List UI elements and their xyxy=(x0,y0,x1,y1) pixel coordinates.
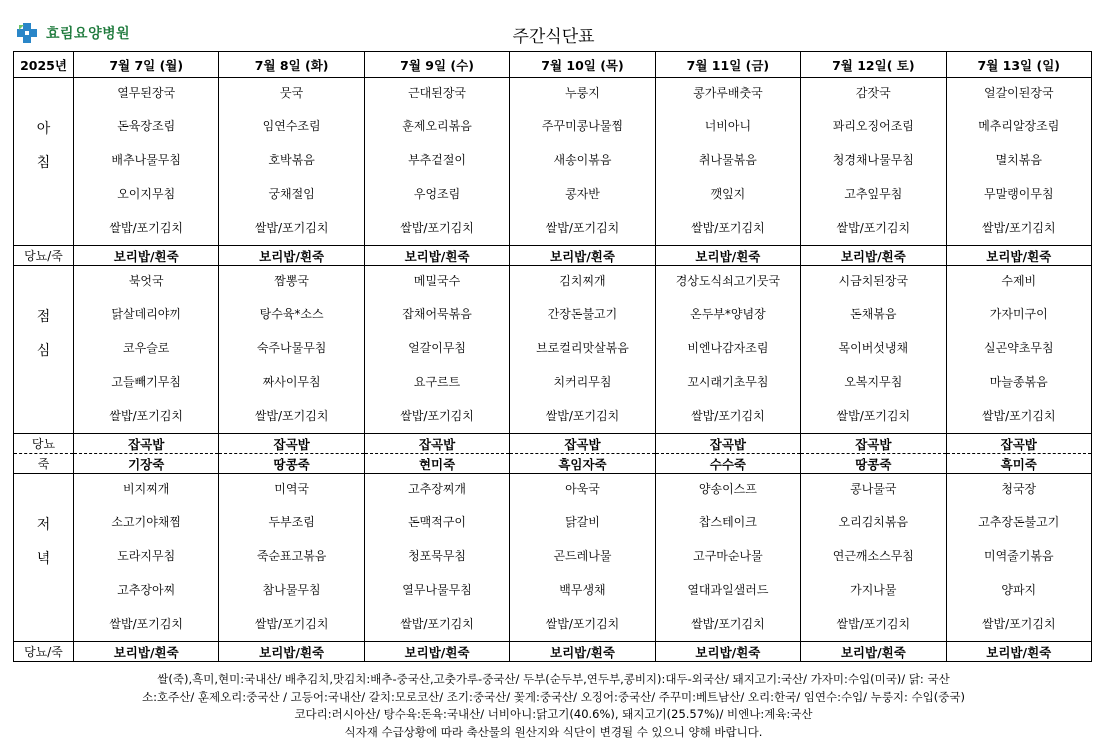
dinner-day-cell xyxy=(364,474,509,642)
menu-item: 실곤약초무침 xyxy=(983,341,1054,355)
menu-item: 돈육장조림 xyxy=(117,119,176,133)
menu-item: 무말랭이무침 xyxy=(983,187,1054,201)
origin-notice xyxy=(0,671,1107,741)
lunch-day-cell xyxy=(801,266,946,434)
lunch-porridge-cell: 땅콩죽 xyxy=(801,454,946,474)
menu-item: 찹스테이크 xyxy=(698,515,757,529)
menu-item: 쌀밥/포기김치 xyxy=(981,221,1056,235)
menu-item: 오이지무침 xyxy=(117,187,176,201)
menu-item: 근대된장국 xyxy=(408,86,467,100)
menu-item: 메추리알장조림 xyxy=(978,119,1060,133)
lunch-diabetes-row xyxy=(14,434,1092,454)
lunch-diabetes-cell: 잡곡밥 xyxy=(364,434,509,454)
menu-item: 돈맥적구이 xyxy=(408,515,467,529)
menu-item: 도라지무침 xyxy=(117,549,176,563)
lunch-porridge-row xyxy=(14,454,1092,474)
menu-item: 호박볶음 xyxy=(268,153,315,167)
menu-item: 콩자반 xyxy=(565,187,600,201)
breakfast-day-cell xyxy=(655,78,800,246)
menu-item: 쌀밥/포기김치 xyxy=(400,409,474,423)
menu-item: 고추장돈불고기 xyxy=(978,515,1060,529)
lunch-day-cell xyxy=(655,266,800,434)
dinner-special-cell: 보리밥/흰죽 xyxy=(655,642,800,662)
breakfast-special-cell: 보리밥/흰죽 xyxy=(364,246,509,266)
menu-item: 청포묵무침 xyxy=(408,549,467,563)
menu-item: 멸치볶음 xyxy=(995,153,1042,167)
day-header: 7월 13일 (일) xyxy=(946,52,1091,78)
dinner-special-cell: 보리밥/흰죽 xyxy=(946,642,1091,662)
menu-item: 경상도식쇠고기뭇국 xyxy=(675,274,781,288)
day-header: 7월 12일( 토) xyxy=(801,52,946,78)
menu-item: 죽순표고볶음 xyxy=(256,549,327,563)
menu-item: 쌀밥/포기김치 xyxy=(400,221,474,235)
day-header: 7월 7일 (월) xyxy=(74,52,219,78)
menu-item: 열무된장국 xyxy=(117,86,176,100)
menu-item: 청경채나물무침 xyxy=(832,153,914,167)
breakfast-day-cell xyxy=(74,78,219,246)
menu-item: 콩가루배춧국 xyxy=(693,86,763,100)
page-title: 주간식단표 xyxy=(512,27,595,47)
menu-item: 콩나물국 xyxy=(850,482,897,496)
lunch-porridge-cell: 땅콩죽 xyxy=(219,454,364,474)
dinner-special-cell: 보리밥/흰죽 xyxy=(801,642,946,662)
lunch-diabetes-cell: 잡곡밥 xyxy=(655,434,800,454)
dinner-special-cell: 보리밥/흰죽 xyxy=(219,642,364,662)
dinner-special-label: 당뇨/죽 xyxy=(14,642,74,662)
menu-item: 짜사이무침 xyxy=(262,375,321,389)
header-row xyxy=(14,52,1092,78)
dinner-day-cell xyxy=(219,474,364,642)
menu-item: 비지찌개 xyxy=(123,482,170,496)
lunch-row xyxy=(14,266,1092,434)
menu-item: 양파지 xyxy=(1001,583,1037,597)
dinner-day-cell xyxy=(74,474,219,642)
menu-item: 뭇국 xyxy=(280,86,304,100)
menu-item: 닭갈비 xyxy=(565,515,600,529)
menu-item: 목이버섯냉채 xyxy=(838,341,909,355)
lunch-label-char: 심 xyxy=(36,343,51,359)
menu-item: 배추나물무침 xyxy=(111,153,181,167)
menu-item: 가자미구이 xyxy=(989,307,1048,321)
menu-item: 우엉조림 xyxy=(413,187,461,201)
menu-item: 청국장 xyxy=(1001,482,1037,496)
dinner-special-cell: 보리밥/흰죽 xyxy=(74,642,219,662)
breakfast-day-cell xyxy=(364,78,509,246)
lunch-diabetes-cell: 잡곡밥 xyxy=(946,434,1091,454)
menu-item: 쌀밥/포기김치 xyxy=(109,409,184,423)
menu-item: 열대과일샐러드 xyxy=(687,583,769,597)
day-header: 7월 8일 (화) xyxy=(219,52,364,78)
lunch-porridge-cell: 흑임자죽 xyxy=(510,454,655,474)
menu-item: 쌀밥/포기김치 xyxy=(691,221,765,235)
breakfast-special-cell: 보리밥/흰죽 xyxy=(74,246,219,266)
menu-item: 쌀밥/포기김치 xyxy=(109,221,184,235)
menu-item: 부추겉절이 xyxy=(408,153,467,167)
dinner-label-char: 녁 xyxy=(36,551,51,567)
lunch-day-cell xyxy=(74,266,219,434)
menu-item: 고들빼기무침 xyxy=(111,375,181,389)
breakfast-day-cell xyxy=(219,78,364,246)
dinner-special-row xyxy=(14,642,1092,662)
menu-item: 돈채볶음 xyxy=(850,307,897,321)
breakfast-special-cell: 보리밥/흰죽 xyxy=(510,246,655,266)
lunch-day-cell xyxy=(946,266,1091,434)
menu-item: 꽈리오징어조림 xyxy=(832,119,914,133)
menu-item: 간장돈불고기 xyxy=(547,307,618,321)
menu-item: 임연수조림 xyxy=(262,119,321,133)
breakfast-label-char: 아 xyxy=(36,121,51,137)
menu-item: 쌀밥/포기김치 xyxy=(109,617,184,631)
menu-item: 짬뽕국 xyxy=(274,274,310,288)
menu-item: 감잣국 xyxy=(855,86,891,100)
menu-item: 쌀밥/포기김치 xyxy=(836,617,911,631)
menu-item: 깻잎지 xyxy=(710,187,746,201)
dinner-special-cell: 보리밥/흰죽 xyxy=(364,642,509,662)
menu-item: 주꾸미콩나물찜 xyxy=(541,119,624,133)
menu-item: 가지나물 xyxy=(850,583,897,597)
menu-item: 비엔나감자조림 xyxy=(687,341,769,355)
menu-item: 요구르트 xyxy=(413,375,461,389)
dinner-day-cell xyxy=(655,474,800,642)
menu-item: 쌀밥/포기김치 xyxy=(400,617,474,631)
dinner-day-cell xyxy=(946,474,1091,642)
menu-item: 고추잎무침 xyxy=(844,187,903,201)
origin-line-3: 코다리:러시아산/ 탕수육:돈육:국내산/ 너비아니:닭고기(40.6%), 돼지고기(25.57%)/ 비엔나:계육:국산 xyxy=(294,707,813,721)
menu-item: 백무생채 xyxy=(559,583,606,597)
change-notice: 식자재 수급상황에 따라 축산물의 원산지와 식단이 변경될 수 있으니 양해 바랍니다. xyxy=(344,724,763,739)
menu-item: 참나물무침 xyxy=(262,583,321,597)
lunch-porridge-cell: 흑미죽 xyxy=(946,454,1091,474)
menu-item: 쌀밥/포기김치 xyxy=(981,617,1056,631)
day-header: 7월 9일 (수) xyxy=(364,52,509,78)
lunch-day-cell xyxy=(219,266,364,434)
menu-item: 쌀밥/포기김치 xyxy=(254,617,329,631)
lunch-porridge-cell: 기장죽 xyxy=(74,454,219,474)
menu-item: 얼갈이무침 xyxy=(408,341,467,355)
lunch-diabetes-cell: 잡곡밥 xyxy=(510,434,655,454)
menu-item: 두부조림 xyxy=(268,515,315,529)
menu-item: 오리김치볶음 xyxy=(838,515,909,529)
menu-item: 소고기야채찜 xyxy=(111,515,181,529)
menu-item: 너비아니 xyxy=(704,119,752,133)
menu-item: 쌀밥/포기김치 xyxy=(254,409,329,423)
menu-item: 쌀밥/포기김치 xyxy=(836,221,911,235)
menu-item: 마늘종볶음 xyxy=(989,375,1048,389)
day-header: 7월 10일 (목) xyxy=(510,52,655,78)
menu-item: 궁채절임 xyxy=(268,187,315,201)
menu-item: 쌀밥/포기김치 xyxy=(981,409,1056,423)
menu-item: 꼬시래기초무침 xyxy=(687,375,769,389)
menu-item: 쌀밥/포기김치 xyxy=(254,221,329,235)
menu-item: 새송이볶음 xyxy=(553,153,612,167)
menu-item: 시금치된장국 xyxy=(838,274,909,288)
menu-item: 얼갈이된장국 xyxy=(983,86,1054,100)
lunch-day-cell xyxy=(364,266,509,434)
menu-item: 쌀밥/포기김치 xyxy=(545,221,620,235)
breakfast-day-cell xyxy=(946,78,1091,246)
menu-item: 잡채어묵볶음 xyxy=(402,307,472,321)
menu-item: 메밀국수 xyxy=(413,274,461,288)
breakfast-special-row xyxy=(14,246,1092,266)
menu-item: 쌀밥/포기김치 xyxy=(691,409,765,423)
menu-item: 오복지무침 xyxy=(844,375,903,389)
menu-item: 고추장찌개 xyxy=(408,482,467,496)
weekly-menu-table xyxy=(13,51,1092,662)
lunch-porridge-label: 죽 xyxy=(14,454,74,474)
menu-item: 열무나물무침 xyxy=(402,583,472,597)
breakfast-row xyxy=(14,78,1092,246)
breakfast-label-char: 침 xyxy=(36,155,51,171)
menu-item: 곤드레나물 xyxy=(553,549,612,563)
lunch-diabetes-cell: 잡곡밥 xyxy=(74,434,219,454)
lunch-porridge-cell: 수수죽 xyxy=(655,454,800,474)
dinner-day-cell xyxy=(801,474,946,642)
breakfast-special-cell: 보리밥/흰죽 xyxy=(219,246,364,266)
menu-item: 쌀밥/포기김치 xyxy=(836,409,911,423)
origin-line-1: 쌀(죽),흑미,현미:국내산/ 배추김치,맛김치:배추-중국산,고춧가루-중국산/ 두부(순두부,연두부,콩비지):대두-외국산/ 돼지고기:국산/ 가자미:수입(미국)/ 닭: 국산 xyxy=(157,672,950,686)
menu-item: 누룽지 xyxy=(565,86,600,100)
day-header: 7월 11일 (금) xyxy=(655,52,800,78)
breakfast-special-label: 당뇨/죽 xyxy=(14,246,74,266)
lunch-diabetes-label: 당뇨 xyxy=(14,434,74,454)
menu-item: 훈제오리볶음 xyxy=(402,119,472,133)
lunch-porridge-cell: 현미죽 xyxy=(364,454,509,474)
breakfast-day-cell xyxy=(801,78,946,246)
breakfast-special-cell: 보리밥/흰죽 xyxy=(655,246,800,266)
menu-item: 쌀밥/포기김치 xyxy=(545,409,620,423)
menu-item: 치커리무침 xyxy=(553,375,612,389)
menu-item: 연근깨소스무침 xyxy=(832,549,914,563)
breakfast-day-cell xyxy=(510,78,655,246)
dinner-label-char: 저 xyxy=(36,517,51,533)
menu-item: 탕수육*소스 xyxy=(259,307,324,321)
origin-line-2: 소:호주산/ 훈제오리:중국산 / 고등어:국내산/ 갈치:모로코산/ 조기:중국산/ 꽃게:중국산/ 오징어:중국산/ 주꾸미:베트남산/ 오리:한국/ 임연수:수입/ 누룽지: 수입(중국) xyxy=(142,689,965,704)
menu-item: 양송이스프 xyxy=(698,482,757,496)
breakfast-special-cell: 보리밥/흰죽 xyxy=(801,246,946,266)
breakfast-label xyxy=(14,78,74,246)
menu-item: 쌀밥/포기김치 xyxy=(545,617,620,631)
dinner-day-cell xyxy=(510,474,655,642)
lunch-label-char: 점 xyxy=(36,309,51,325)
menu-item: 코우슬로 xyxy=(123,341,170,355)
menu-item: 쌀밥/포기김치 xyxy=(691,617,765,631)
menu-item: 북엇국 xyxy=(128,274,164,288)
menu-item: 수제비 xyxy=(1001,274,1037,288)
dinner-special-cell: 보리밥/흰죽 xyxy=(510,642,655,662)
menu-item: 숙주나물무침 xyxy=(256,341,327,355)
menu-item: 아욱국 xyxy=(565,482,600,496)
menu-item: 취나물볶음 xyxy=(698,153,757,167)
menu-item: 고구마순나물 xyxy=(693,549,763,563)
breakfast-special-cell: 보리밥/흰죽 xyxy=(946,246,1091,266)
lunch-label xyxy=(14,266,74,434)
dinner-row xyxy=(14,474,1092,642)
lunch-day-cell xyxy=(510,266,655,434)
year-cell: 2025년 xyxy=(14,52,74,78)
menu-item: 미역줄기볶음 xyxy=(983,549,1054,563)
hospital-name: 효림요양병원 xyxy=(46,26,131,42)
lunch-diabetes-cell: 잡곡밥 xyxy=(219,434,364,454)
menu-item: 미역국 xyxy=(274,482,310,496)
menu-item: 브로컬리맛살볶음 xyxy=(536,341,629,355)
menu-item: 김치찌개 xyxy=(559,274,606,288)
lunch-diabetes-cell: 잡곡밥 xyxy=(801,434,946,454)
menu-item: 온두부*양념장 xyxy=(690,307,766,321)
menu-item: 닭살데리야끼 xyxy=(111,307,181,321)
menu-item: 고추장아찌 xyxy=(117,583,176,597)
dinner-label xyxy=(14,474,74,642)
